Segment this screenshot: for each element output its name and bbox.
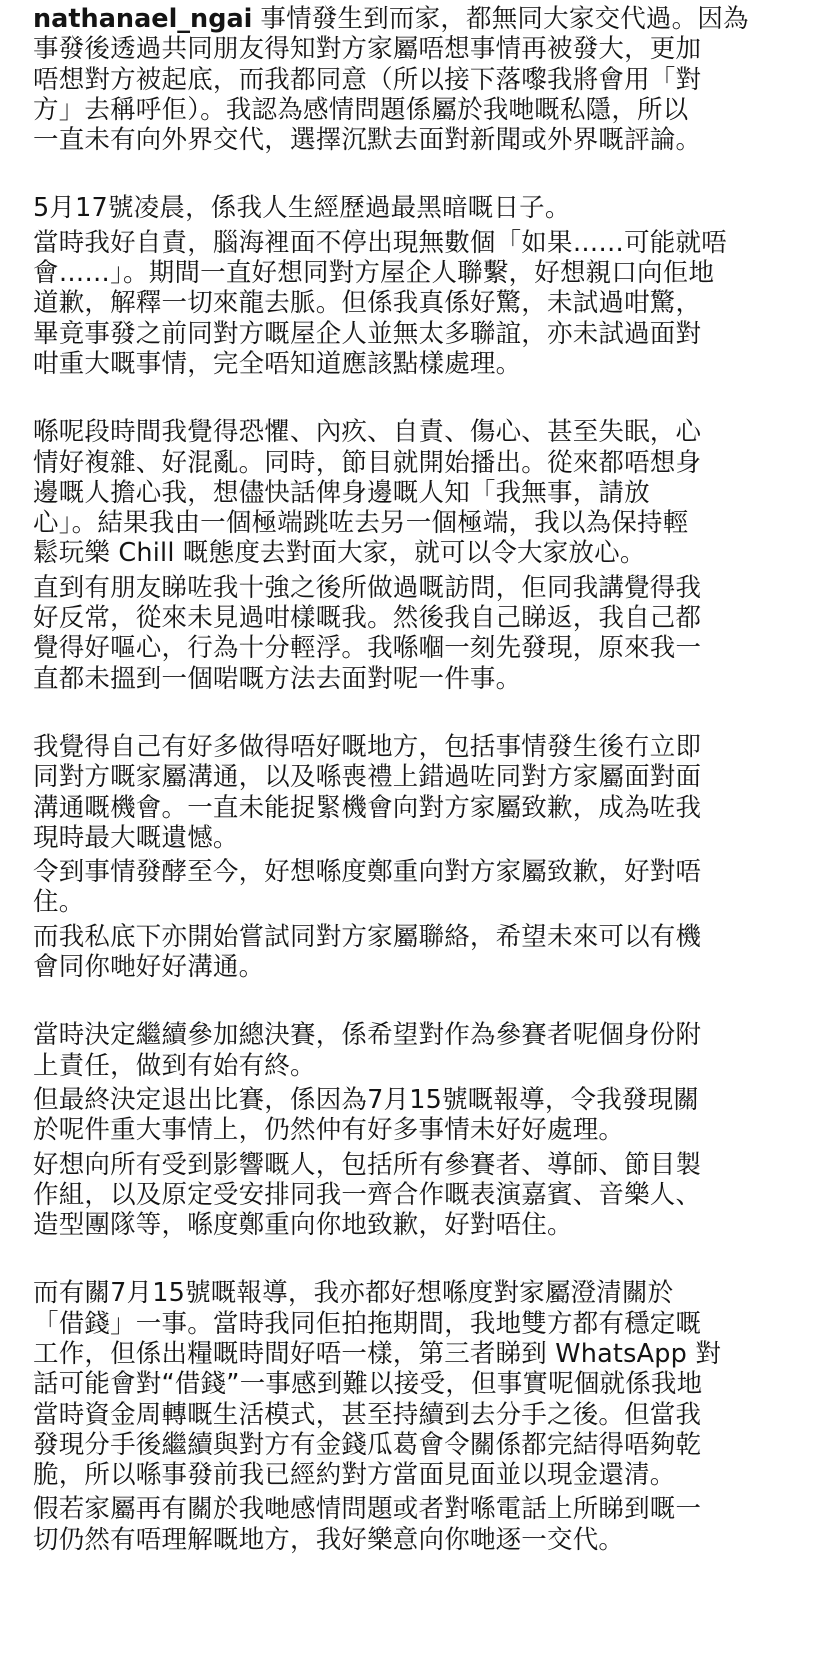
caption-paragraph bbox=[33, 1020, 780, 1081]
caption-line: 當時資金周轉嘅生活模式，甚至持續到去分手之後。但當我 bbox=[33, 1399, 702, 1430]
caption-paragraph bbox=[33, 1494, 780, 1555]
caption-line: 事發後透過共同朋友得知對方家屬唔想事情再被發大，更加 bbox=[33, 34, 702, 65]
caption-line: 脆，所以喺事發前我已經約對方當面見面並以現金還清。 bbox=[33, 1460, 676, 1491]
caption-line: 住。 bbox=[33, 887, 85, 918]
caption-line: 畢竟事發之前同對方嘅屋企人並無太多聯誼，亦未試過面對 bbox=[33, 318, 702, 349]
caption-line: 喺呢段時間我覺得恐懼、內疚、自責、傷心、甚至失眠，心 bbox=[33, 417, 702, 448]
caption-block-intro bbox=[33, 4, 780, 155]
caption-line: 但最終決定退出比賽，係因為7月15號嘅報導，令我發現關 bbox=[33, 1084, 700, 1115]
caption-line: 我覺得自己有好多做得唔好嘅地方，包括事情發生後冇立即 bbox=[33, 731, 702, 762]
caption-line: 咁重大嘅事情，完全唔知道應該點樣處理。 bbox=[33, 348, 522, 379]
caption-line-text: 事情發生到而家，都無同大家交代過。因為 bbox=[260, 4, 749, 34]
caption-line: 當時我好自責，腦海裡面不停出現無數個「如果……可能就唔 bbox=[33, 227, 727, 258]
caption-line: 同對方嘅家屬溝通，以及喺喪禮上錯過咗同對方家屬面對面 bbox=[33, 762, 702, 793]
caption-line: 造型團隊等，喺度鄭重向你地致歉，好對唔住。 bbox=[33, 1210, 573, 1241]
caption-block-withdrawal bbox=[33, 1020, 780, 1240]
caption-line: 工作，但係出糧嘅時間好唔一樣，第三者睇到 WhatsApp 對 bbox=[33, 1338, 722, 1369]
caption-line: 好想向所有受到影響嘅人，包括所有參賽者、導師、節目製 bbox=[33, 1149, 702, 1180]
caption-line: 當時決定繼續參加總決賽，係希望對作為參賽者呢個身份附 bbox=[33, 1020, 702, 1051]
caption-line: 而我私底下亦開始嘗試同對方家屬聯絡，希望未來可以有機 bbox=[33, 921, 702, 952]
caption-line: 於呢件重大事情上，仍然仲有好多事情未好好處理。 bbox=[33, 1115, 625, 1146]
caption-line: 作組，以及原定受安排同我一齊合作嘅表演嘉賓、音樂人、 bbox=[33, 1179, 702, 1210]
caption-line: 鬆玩樂 Chill 嘅態度去對面大家，就可以令大家放心。 bbox=[33, 538, 646, 569]
caption-line: 而有關7月15號嘅報導，我亦都好想喺度對家屬澄清關於 bbox=[33, 1278, 674, 1309]
caption-line: 邊嘅人擔心我，想儘快話俾身邊嘅人知「我無事，請放 bbox=[33, 477, 650, 508]
caption-paragraph bbox=[33, 573, 780, 694]
caption-line: 心」。結果我由一個極端跳咗去另一個極端，我以為保持輕 bbox=[33, 508, 689, 539]
caption-line: 一直未有向外界交代，選擇沉默去面對新聞或外界嘅評論。 bbox=[33, 125, 702, 156]
caption-line: 現時最大嘅遺憾。 bbox=[33, 822, 239, 853]
caption-line: 話可能會對“借錢”一事感到難以接受，但事實呢個就係我地 bbox=[33, 1369, 703, 1400]
caption-paragraph bbox=[33, 1085, 780, 1146]
caption-paragraph bbox=[33, 857, 780, 918]
caption-block-loan-clarification bbox=[33, 1278, 780, 1555]
caption-line: 道歉，解釋一切來龍去脈。但係我真係好驚，未試過咁驚， bbox=[33, 288, 702, 319]
caption-line: 直到有朋友睇咗我十強之後所做過嘅訪問，佢同我講覺得我 bbox=[33, 572, 702, 603]
caption-line: 會同你哋好好溝通。 bbox=[33, 952, 265, 983]
caption-line: 發現分手後繼續與對方有金錢瓜葛會令關係都完結得唔夠乾 bbox=[33, 1429, 702, 1460]
caption-paragraph bbox=[33, 1150, 780, 1241]
caption-line: 切仍然有唔理解嘅地方，我好樂意向你哋逐一交代。 bbox=[33, 1524, 625, 1555]
caption-line: 「借錢」一事。當時我同佢拍拖期間，我地雙方都有穩定嘅 bbox=[33, 1308, 702, 1339]
caption-line: 令到事情發酵至今，好想喺度鄭重向對方家屬致歉，好對唔 bbox=[33, 857, 702, 888]
caption-line bbox=[33, 4, 780, 34]
caption-line: 5月17號凌晨，係我人生經歷過最黑暗嘅日子。 bbox=[33, 193, 571, 224]
caption-line: 溝通嘅機會。一直未能捉緊機會向對方家屬致歉，成為咗我 bbox=[33, 792, 702, 823]
caption-block-apology-family bbox=[33, 732, 780, 982]
caption-line: 覺得好嘔心，行為十分輕浮。我喺嗰一刻先發現，原來我一 bbox=[33, 633, 702, 664]
caption-paragraph bbox=[33, 732, 780, 853]
caption-line: 會……」。期間一直好想同對方屋企人聯繫，好想親口向佢地 bbox=[33, 258, 715, 289]
caption-line: 直都未搵到一個啱嘅方法去面對呢一件事。 bbox=[33, 663, 522, 694]
caption-block-feelings bbox=[33, 417, 780, 694]
caption-paragraph bbox=[33, 228, 780, 379]
caption-line: 情好複雜、好混亂。同時，節目就開始播出。從來都唔想身 bbox=[33, 447, 702, 478]
caption-paragraph bbox=[33, 922, 780, 983]
caption-line: 假若家屬再有關於我哋感情問題或者對喺電話上所睇到嘅一 bbox=[33, 1494, 702, 1525]
caption-line: 上責任，做到有始有終。 bbox=[33, 1050, 316, 1081]
caption-paragraph bbox=[33, 193, 780, 223]
caption-line: 好反常，從來未見過咁樣嘅我。然後我自己睇返，我自己都 bbox=[33, 603, 702, 634]
caption-block-may-17 bbox=[33, 193, 780, 379]
caption-line: 方」去稱呼佢）。我認為感情問題係屬於我哋嘅私隱，所以 bbox=[33, 94, 689, 125]
username-link[interactable]: nathanael_ngai bbox=[33, 4, 253, 34]
caption-line: 唔想對方被起底，而我都同意（所以接下落嚟我將會用「對 bbox=[33, 64, 702, 95]
caption-paragraph bbox=[33, 1278, 780, 1490]
caption-paragraph bbox=[33, 4, 780, 155]
caption-paragraph bbox=[33, 417, 780, 568]
